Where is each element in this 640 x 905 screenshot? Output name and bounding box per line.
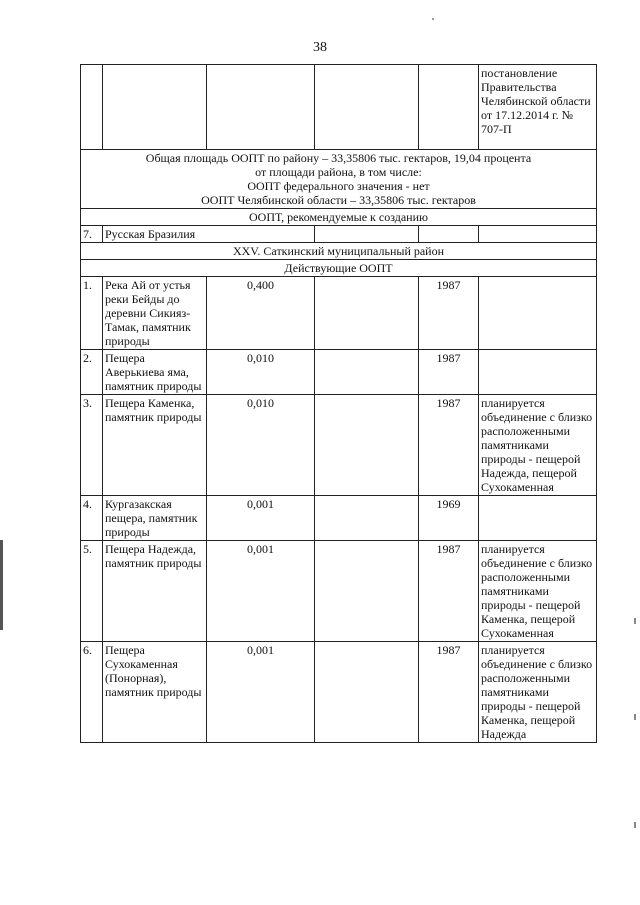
section-heading-row bbox=[81, 209, 597, 226]
row-note bbox=[479, 277, 597, 350]
row-name: Пещера Надежда, памятник природы bbox=[103, 541, 207, 642]
table-row bbox=[81, 395, 597, 496]
table-cell bbox=[81, 65, 103, 150]
table-row bbox=[81, 642, 597, 743]
total-summary-row bbox=[81, 150, 597, 209]
row-name: Пещера Сухокаменная (Понорная), памятник природы bbox=[103, 642, 207, 743]
row-name: Русская Бразилия bbox=[103, 226, 315, 243]
table-cell bbox=[479, 226, 597, 243]
row-area: 0,001 bbox=[207, 541, 315, 642]
note-cell: постановление Правительства Челябинской области от 17.12.2014 г. № 707-П bbox=[479, 65, 597, 150]
table-row bbox=[81, 350, 597, 395]
table-cell bbox=[419, 65, 479, 150]
row-area: 0,001 bbox=[207, 642, 315, 743]
table-cell bbox=[315, 350, 419, 395]
table-row bbox=[81, 541, 597, 642]
row-area: 0,400 bbox=[207, 277, 315, 350]
district-heading: XXV. Саткинский муниципальный район bbox=[81, 243, 597, 260]
scan-edge-mark bbox=[0, 540, 3, 630]
row-number: 5. bbox=[81, 541, 103, 642]
scan-speck bbox=[634, 618, 636, 624]
table-row bbox=[81, 496, 597, 541]
row-note: планируется объединение с близко расположенными памятниками природы - пещерой Каменка, пещерой Сухокаменная bbox=[479, 541, 597, 642]
table-cell bbox=[315, 541, 419, 642]
total-summary-cell bbox=[81, 150, 597, 209]
protected-areas-table bbox=[80, 64, 597, 743]
table-cell bbox=[315, 496, 419, 541]
recommended-heading: ООПТ, рекомендуемые к созданию bbox=[81, 209, 597, 226]
row-name: Кургазакская пещера, памятник природы bbox=[103, 496, 207, 541]
page-number: 38 bbox=[313, 40, 327, 55]
row-year: 1987 bbox=[419, 277, 479, 350]
table-cell bbox=[315, 226, 419, 243]
row-year: 1969 bbox=[419, 496, 479, 541]
total-line: ООПТ федерального значения - нет bbox=[247, 179, 430, 193]
existing-heading: Действующие ООПТ bbox=[81, 260, 597, 277]
row-area: 0,010 bbox=[207, 350, 315, 395]
scan-speck bbox=[634, 714, 636, 720]
row-number: 3. bbox=[81, 395, 103, 496]
row-year: 1987 bbox=[419, 642, 479, 743]
row-year: 1987 bbox=[419, 350, 479, 395]
section-heading-row bbox=[81, 243, 597, 260]
scan-speck bbox=[432, 18, 434, 20]
section-heading-row bbox=[81, 260, 597, 277]
table-row bbox=[81, 226, 597, 243]
row-note bbox=[479, 350, 597, 395]
row-area: 0,010 bbox=[207, 395, 315, 496]
total-line: от площади района, в том числе: bbox=[255, 165, 422, 179]
table-row-previous-continuation bbox=[81, 65, 597, 150]
row-note: планируется объединение с близко расположенными памятниками природы - пещерой Каменка, пещерой Надежда bbox=[479, 642, 597, 743]
row-name: Река Ай от устья реки Бейды до деревни Сикияз-Тамак, памятник природы bbox=[103, 277, 207, 350]
table-cell bbox=[103, 65, 207, 150]
row-name: Пещера Аверькиева яма, памятник природы bbox=[103, 350, 207, 395]
scan-speck bbox=[634, 822, 636, 828]
row-name: Пещера Каменка, памятник природы bbox=[103, 395, 207, 496]
total-line: Общая площадь ООПТ по району – 33,35806 тыс. гектаров, 19,04 процента bbox=[145, 151, 532, 165]
table-cell bbox=[419, 226, 479, 243]
row-number: 6. bbox=[81, 642, 103, 743]
row-area: 0,001 bbox=[207, 496, 315, 541]
row-number: 1. bbox=[81, 277, 103, 350]
table-cell bbox=[315, 395, 419, 496]
row-note: планируется объединение с близко расположенными памятниками природы - пещерой Надежда, пещерой Сухокаменная bbox=[479, 395, 597, 496]
table-cell bbox=[207, 65, 315, 150]
table-cell bbox=[315, 277, 419, 350]
table-row bbox=[81, 277, 597, 350]
row-year: 1987 bbox=[419, 395, 479, 496]
row-year: 1987 bbox=[419, 541, 479, 642]
row-number: 4. bbox=[81, 496, 103, 541]
table-cell bbox=[315, 65, 419, 150]
row-note bbox=[479, 496, 597, 541]
row-number: 2. bbox=[81, 350, 103, 395]
row-number: 7. bbox=[81, 226, 103, 243]
table-cell bbox=[315, 642, 419, 743]
total-line: ООПТ Челябинской области – 33,35806 тыс. гектаров bbox=[201, 193, 476, 207]
